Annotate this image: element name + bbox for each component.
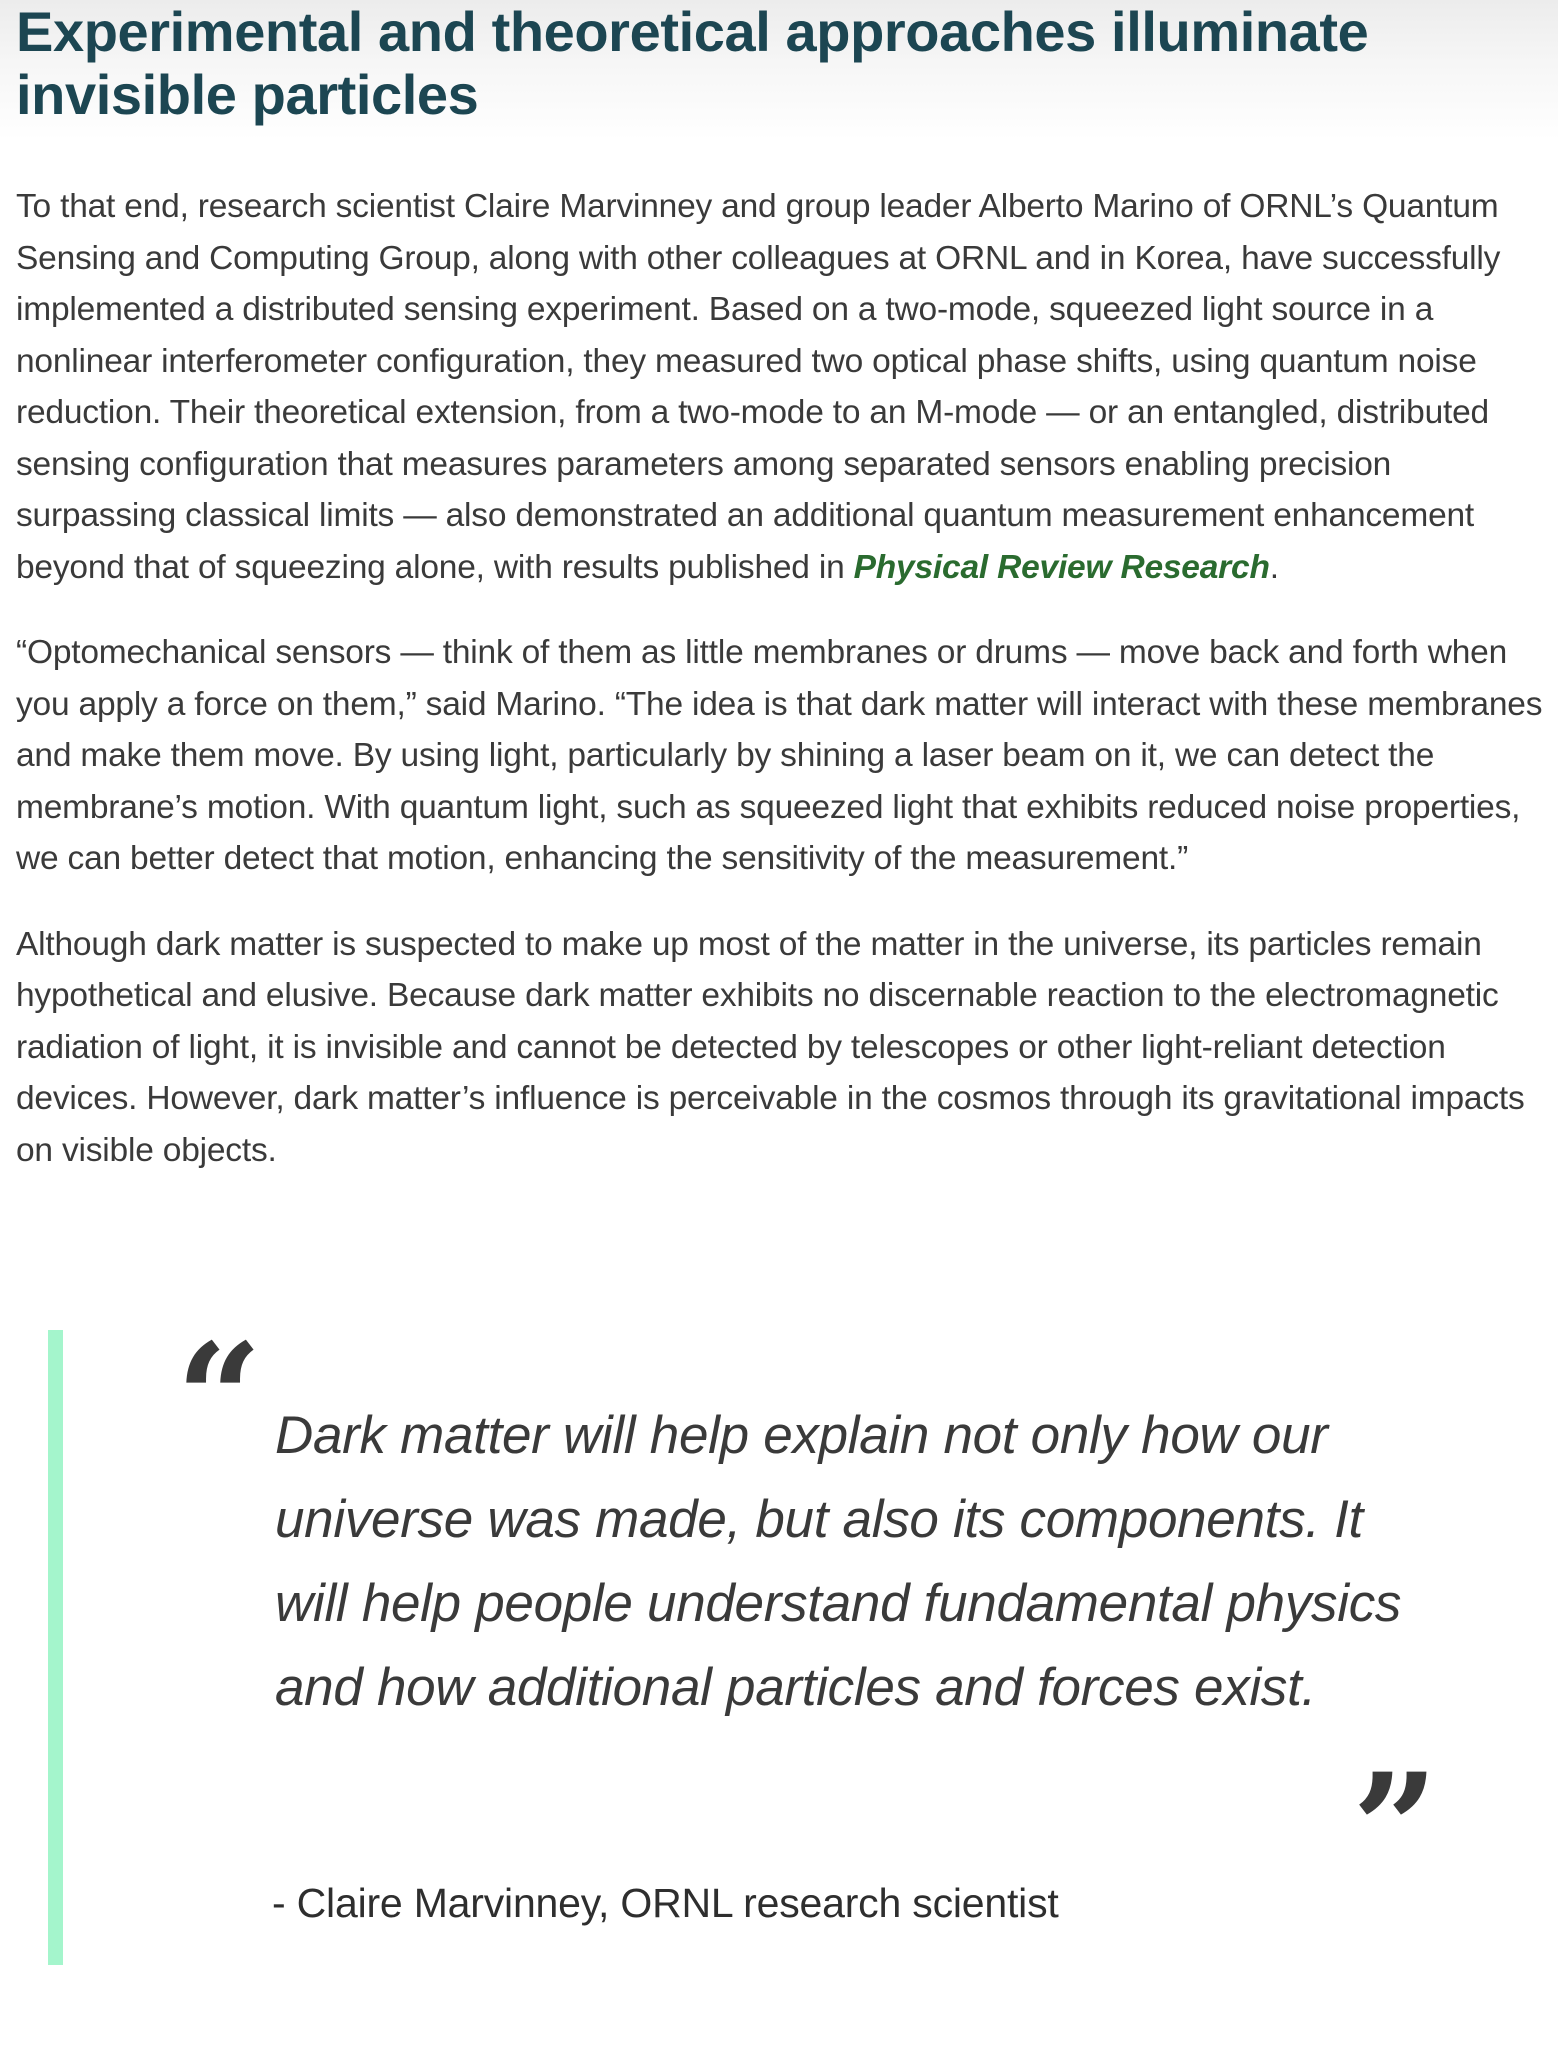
- open-quote-icon: “: [176, 1311, 263, 1487]
- paragraph-tail: .: [1269, 548, 1279, 586]
- paragraph-research-overview: [16, 181, 1546, 593]
- pullquote-text: Dark matter will help explain not only how our universe was made, but also its components. It will help people understand fundamental physics and how additional particles and forces exist.: [275, 1406, 1402, 1717]
- pullquote: [48, 1311, 1468, 1965]
- article-body: [16, 0, 1546, 1176]
- article-headline: Experimental and theoretical approaches illuminate invisible particles: [16, 0, 1369, 126]
- paragraph-text: To that end, research scientist Claire Marvinney and group leader Alberto Marino of ORNL’s Quantum Sensing and Computing Group, along with other colleagues at ORNL and in Korea, have successfully implemented a distributed sensing experiment. Based on a two-mode, squeezed light source in a nonlinear interferometer configuration, they measured two optical phase shifts, using quantum noise reduction. Their theoretical extension, from a two-mode to an M-mode — or an entangled, distributed sensing configuration that measures parameters among separated sensors enabling precision surpassing classical limits — also demonstrated an additional quantum measurement enhancement beyond that of squeezing alone, with results published in: [16, 188, 1501, 586]
- pullquote-accent-bar: [48, 1330, 63, 1965]
- paragraph-marino-quote: “Optomechanical sensors — think of them as little membranes or drums — move back and forth when you apply a force on them,” said Marino. “The idea is that dark matter will interact with these membranes and make them move. By using light, particularly by shining a laser beam on it, we can detect the membrane’s motion. With quantum light, such as squeezed light that exhibits reduced noise properties, we can better detect that motion, enhancing the sensitivity of the measurement.”: [16, 634, 1543, 877]
- journal-link-physical-review-research[interactable]: Physical Review Research: [853, 548, 1270, 586]
- paragraph-dark-matter-background: Although dark matter is suspected to make up most of the matter in the universe, its particles remain hypothetical and elusive. Because dark matter exhibits no discernable reaction to the electromagnetic radiation of light, it is invisible and cannot be detected by telescopes or other light-reliant detection devices. However, dark matter’s influence is perceivable in the cosmos through its gravitational impacts on visible objects.: [16, 925, 1525, 1169]
- close-quote-icon: ”: [1352, 1741, 1439, 1917]
- pullquote-attribution: - Claire Marvinney, ORNL research scientist: [272, 1880, 1059, 1926]
